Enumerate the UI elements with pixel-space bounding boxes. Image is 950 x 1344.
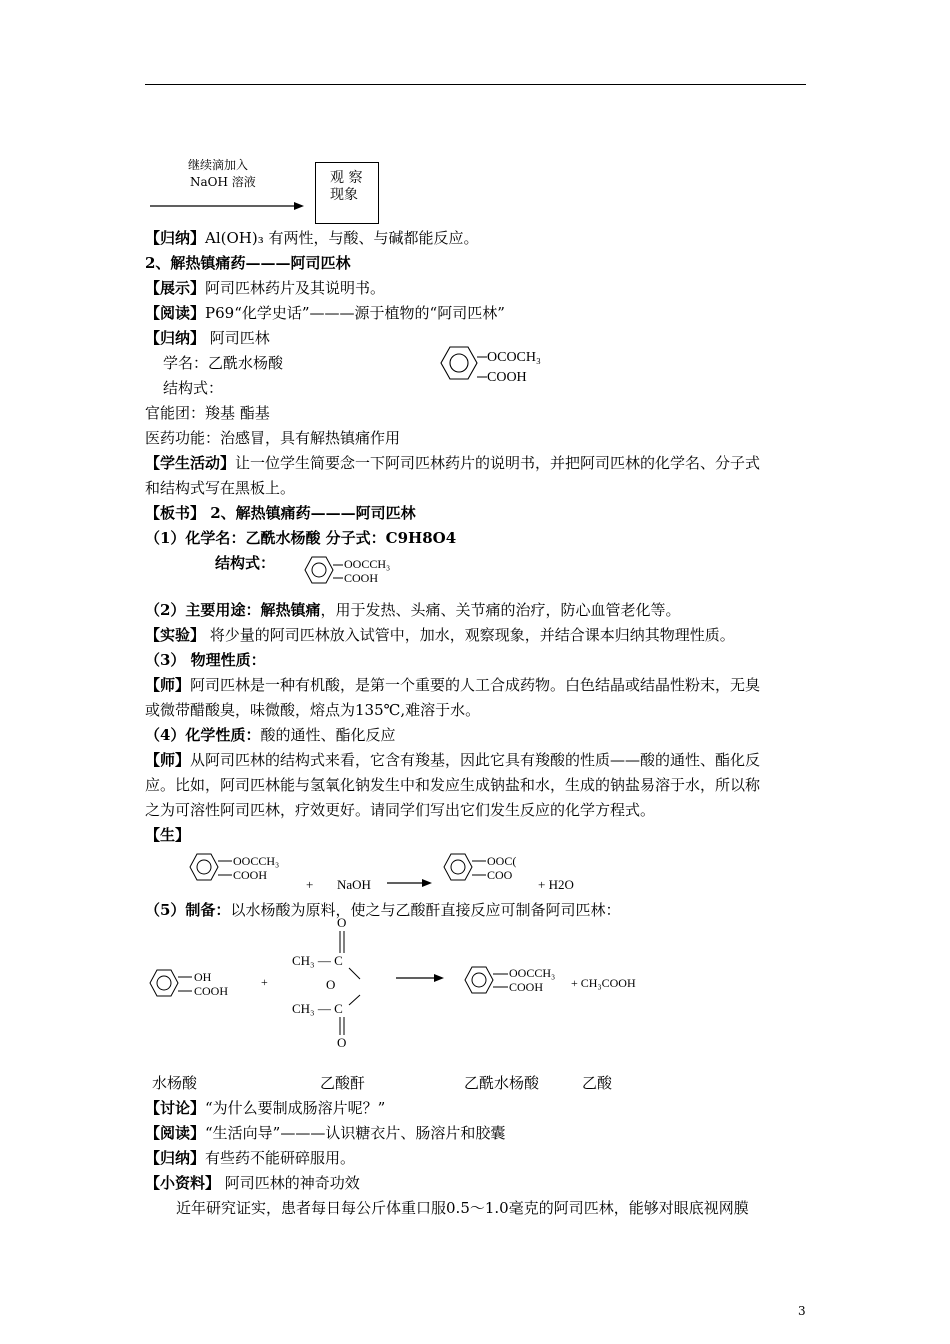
label-acetic-anhydride: 乙酸酐 (320, 1074, 366, 1092)
paragraph-read-2 (145, 1123, 505, 1143)
tag: 【讨论】 (145, 1099, 206, 1117)
tag: 【实验】 (145, 626, 206, 644)
label-salicylic-acid: 水杨酸 (152, 1074, 198, 1092)
r2-o-top: O (337, 915, 347, 930)
aspirin-structure-1 (432, 342, 562, 392)
paragraph-show (145, 278, 385, 298)
r1-water: + H2O (538, 877, 574, 892)
arrow-label-1: 继续滴加入 (188, 158, 249, 172)
structure-label: 结构式： (163, 379, 224, 397)
text: 阿司匹林是一种有机酸，是第一个重要的人工合成药物。白色结晶或结晶性粉末，无臭 (190, 676, 761, 694)
r2-ch3-2: CH₃ — C (292, 1001, 343, 1016)
tag: 【学生活动】 (145, 454, 236, 472)
r2-sal-sub-2: COOH (194, 984, 229, 998)
sub-2: COOH (344, 571, 379, 585)
paragraph-summary-al (145, 228, 479, 248)
text: ，用于发热、头痛、关节痛的治疗，防心血管老化等。 (320, 601, 681, 619)
tag: 【归纳】 (145, 329, 206, 347)
reaction-preparation (140, 915, 670, 1050)
box-text-1: 观 察 (330, 170, 363, 186)
paragraph-experiment (145, 625, 735, 645)
sub-2: COOH (487, 370, 527, 385)
tag: 【归纳】 (145, 229, 206, 247)
r2-prod-sub-2: COOH (509, 980, 544, 994)
paragraph-student-activity-cont: 和结构式写在黑板上。 (145, 479, 296, 497)
aspirin-structure-2 (298, 553, 408, 593)
sub-1: OCOCH₃ (487, 350, 541, 365)
label-acetic-acid: 乙酸 (582, 1074, 613, 1092)
tag: 【师】 (145, 676, 191, 694)
functional-groups: 官能团：羧基 酯基 (145, 404, 270, 422)
text: 酸的通性、酯化反应 (260, 726, 396, 744)
text: 2、解热镇痛药———阿司匹林 (205, 504, 416, 522)
chemical-name-formula: （1）化学名：乙酰水杨酸 分子式：C9H8O4 (145, 529, 457, 547)
text: 让一位学生简要念一下阿司匹林药片的说明书，并把阿司匹林的化学名、分子式 (235, 454, 761, 472)
paragraph-info (145, 1173, 360, 1193)
r2-sal-sub-1: OH (194, 970, 212, 984)
paragraph-teacher-1 (145, 675, 760, 695)
r1-prod-sub-1: OOC( (487, 854, 517, 868)
r2-prod-sub-1: OOCCH₃ (509, 966, 556, 980)
chemical-properties (145, 725, 395, 745)
tag: 【展示】 (145, 279, 206, 297)
paragraph-teacher-2-cont-1: 应。比如，阿司匹林能与氢氧化钠发生中和发应生成钠盐和水，生成的钠盐易溶于水，所以称 (145, 776, 761, 794)
r1-sub-1: OOCCH₃ (233, 854, 280, 868)
text: 将少量的阿司匹林放入试管中，加水，观察现象，并结合课本归纳其物理性质。 (205, 626, 735, 644)
r1-prod-sub-2: COO (487, 868, 513, 882)
r2-plus: + (261, 975, 268, 989)
sub-1: OOCCH₃ (344, 557, 391, 571)
text: 阿司匹林 (205, 329, 270, 347)
text: 以水杨酸为原料，使之与乙酸酐直接反应可制备阿司匹林： (230, 901, 621, 919)
text: 从阿司匹林的结构式来看，它含有羧基，因此它具有羧酸的性质——酸的通性、酯化反 (190, 751, 761, 769)
paragraph-student-activity (145, 453, 760, 473)
text: “为什么要制成肠溶片呢？” (205, 1099, 386, 1117)
paragraph-teacher-1-cont: 或微带醋酸臭，味微酸，熔点为135℃,难溶于水。 (145, 701, 481, 719)
box-text-2: 现象 (330, 187, 358, 203)
text: 有些药不能研碎服用。 (205, 1149, 356, 1167)
scientific-name: 学名：乙酰水杨酸 (163, 354, 284, 372)
tag: 【阅读】 (145, 304, 206, 322)
tag: 【归纳】 (145, 1149, 206, 1167)
paragraph-teacher-2-cont-2: 之为可溶性阿司匹林，疗效更好。请同学们写出它们发生反应的化学方程式。 (145, 801, 656, 819)
text: P69“化学史话”———源于植物的“阿司匹林” (205, 304, 505, 322)
reaction-naoh (180, 848, 600, 898)
text: 阿司匹林的神奇功效 (220, 1174, 360, 1192)
text-bold: （2）主要用途：解热镇痛 (145, 601, 321, 619)
paragraph-discussion (145, 1098, 385, 1118)
header-rule (145, 84, 806, 85)
arrow-icon (150, 198, 305, 214)
physical-properties-heading: （3） 物理性质： (145, 651, 266, 669)
tag: 【板书】 (145, 504, 206, 522)
r2-ch3-1: CH₃ — C (292, 953, 343, 968)
text: “生活向导”———认识糖衣片、肠溶片和胶囊 (205, 1124, 506, 1142)
tag: 【小资料】 (145, 1174, 221, 1192)
text: Al(OH)₃ 有两性，与酸、与碱都能反应。 (205, 229, 479, 247)
arrow-label-2: NaOH 溶液 (190, 175, 256, 189)
r1-sub-2: COOH (233, 868, 268, 882)
paragraph-teacher-2 (145, 750, 760, 770)
structure-label-2: 结构式： (215, 554, 276, 572)
r2-o-bot: O (337, 1035, 347, 1050)
student-tag: 【生】 (145, 826, 191, 844)
tag: 【师】 (145, 751, 191, 769)
r1-plus: + (306, 877, 314, 892)
r2-o-mid: O (326, 977, 336, 992)
text-bold: （5）制备： (145, 901, 231, 919)
paragraph-summary-pills (145, 1148, 355, 1168)
tag: 【阅读】 (145, 1124, 206, 1142)
main-uses (145, 600, 680, 620)
paragraph-read (145, 303, 505, 323)
paragraph-summary-aspirin (145, 328, 270, 348)
r1-naoh: NaOH (337, 877, 371, 892)
label-acetylsalicylic-acid: 乙酰水杨酸 (464, 1074, 540, 1092)
text: 阿司匹林药片及其说明书。 (205, 279, 386, 297)
r2-acetic: + CH₃COOH (571, 976, 636, 990)
section-heading-aspirin: 2、解热镇痛药———阿司匹林 (145, 254, 351, 272)
paragraph-board (145, 503, 416, 523)
page-number: 3 (798, 1304, 806, 1318)
paragraph-research: 近年研究证实，患者每日每公斤体重口服0.5～1.0毫克的阿司匹林，能够对眼底视网膜 (176, 1199, 749, 1217)
medical-function: 医药功能：治感冒，具有解热镇痛作用 (145, 429, 401, 447)
text-bold: （4）化学性质： (145, 726, 261, 744)
